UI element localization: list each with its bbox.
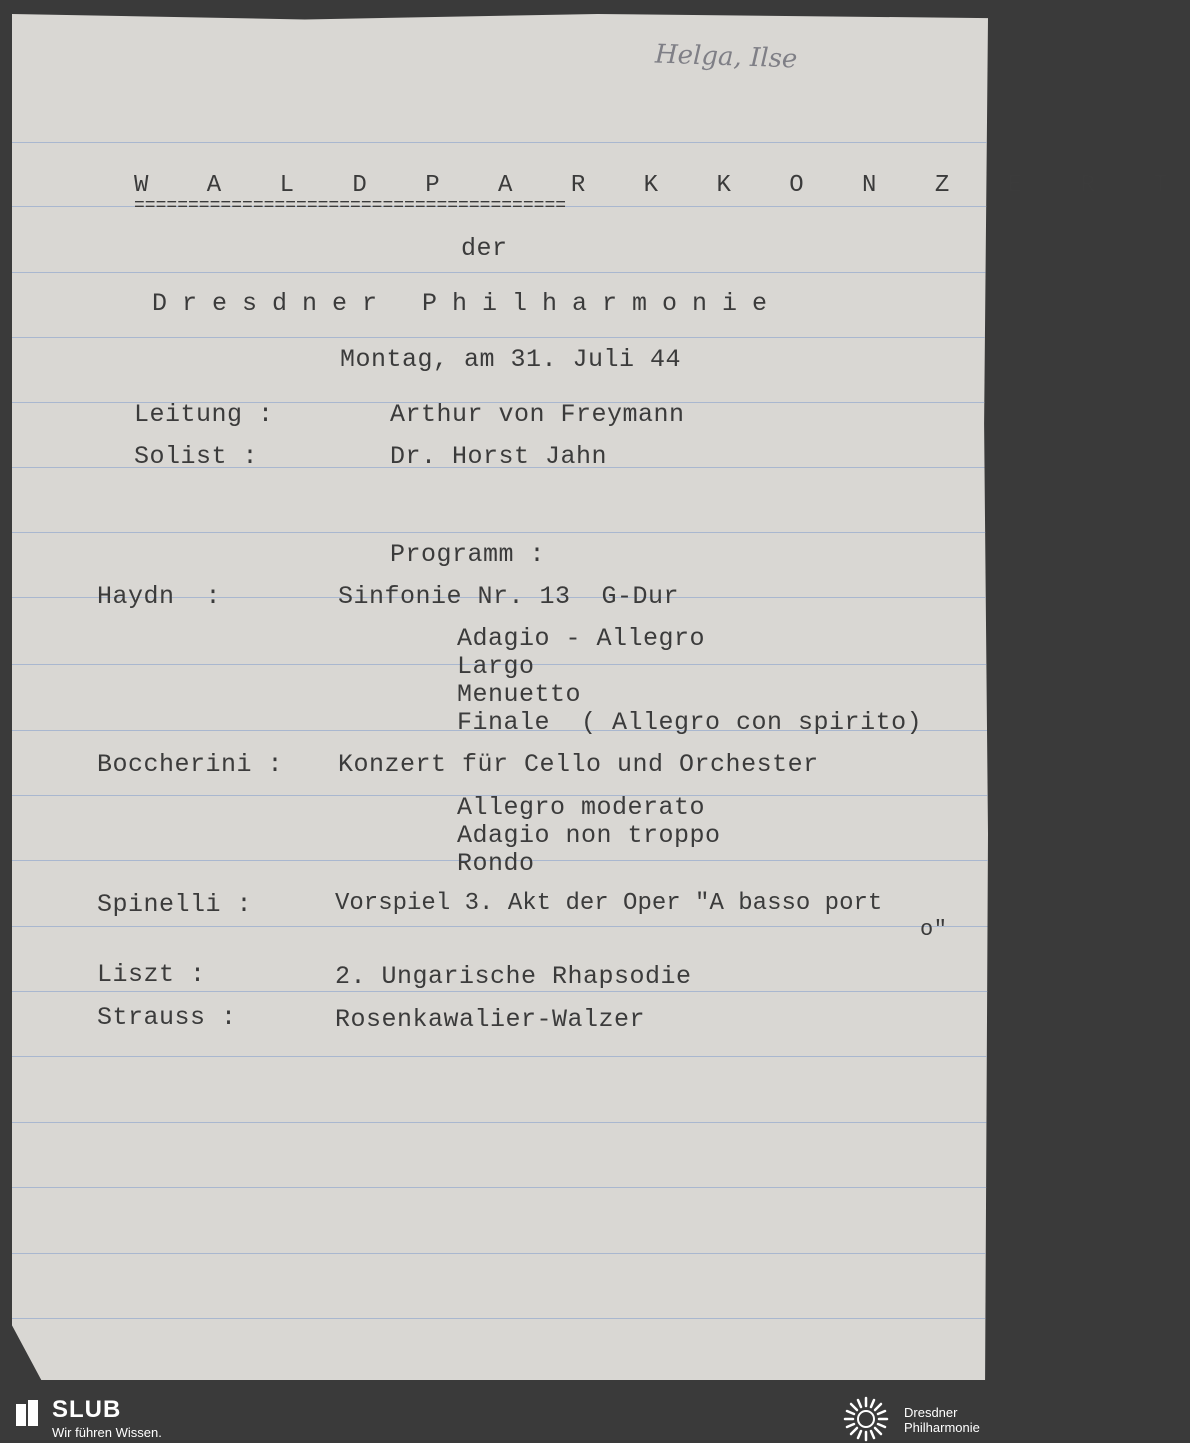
leitung-value: Arthur von Freymann: [390, 400, 685, 429]
movement: Adagio - Allegro: [457, 624, 706, 653]
leitung-label: Leitung :: [134, 400, 274, 429]
orchestra-name: Dresdner Philharmonie: [152, 289, 783, 318]
ruled-line: [12, 1056, 988, 1057]
composer-boccherini: Boccherini :: [97, 750, 284, 779]
composer-spinelli: Spinelli :: [97, 890, 253, 919]
slub-name: SLUB: [52, 1396, 122, 1423]
ruled-line: [12, 991, 988, 992]
ruled-line: [12, 1318, 988, 1319]
solist-label: Solist :: [134, 442, 259, 471]
work-spinelli: Vorspiel 3. Akt der Oper "A basso port: [335, 890, 883, 917]
ruled-line: [12, 272, 988, 273]
ruled-line: [12, 1253, 988, 1254]
programm-heading: Programm :: [390, 540, 546, 569]
composer-strauss: Strauss :: [97, 1003, 237, 1032]
handwritten-note: Helga, Ilse: [654, 39, 798, 75]
composer-haydn: Haydn :: [97, 582, 222, 611]
ruled-line: [12, 532, 988, 533]
work-liszt: 2. Ungarische Rhapsodie: [335, 962, 692, 991]
page-title: W A L D P A R K K O N Z E R T: [134, 172, 1190, 199]
ruled-line: [12, 337, 988, 338]
ruled-line: [12, 1187, 988, 1188]
title-underline: ========================================: [134, 196, 567, 216]
slub-tagline: Wir führen Wissen.: [52, 1425, 162, 1440]
partner-name-line2: Philharmonie: [904, 1420, 980, 1435]
slub-logo-icon: [14, 1398, 42, 1428]
movement: Rondo: [457, 849, 535, 878]
solist-value: Dr. Horst Jahn: [390, 442, 608, 471]
movement: Allegro moderato: [457, 793, 706, 822]
composer-liszt: Liszt :: [97, 960, 206, 989]
movement: Adagio non troppo: [457, 821, 721, 850]
work-haydn: Sinfonie Nr. 13 G-Dur: [338, 582, 680, 611]
movement: Finale ( Allegro con spirito): [457, 708, 923, 737]
work-strauss: Rosenkawalier-Walzer: [335, 1005, 646, 1034]
ruled-line: [12, 1122, 988, 1123]
subtitle-der: der: [461, 234, 508, 263]
concert-date: Montag, am 31. Juli 44: [340, 345, 682, 374]
philharmonie-logo-icon: [842, 1395, 890, 1443]
work-spinelli-continued: o": [920, 917, 948, 942]
movement: Largo: [457, 652, 535, 681]
partner-name-line1: Dresdner: [904, 1405, 958, 1420]
footer-bar: [0, 1392, 1000, 1443]
work-boccherini: Konzert für Cello und Orchester: [338, 750, 819, 779]
movement: Menuetto: [457, 680, 582, 709]
ruled-line: [12, 142, 988, 143]
ruled-line: [12, 926, 988, 927]
